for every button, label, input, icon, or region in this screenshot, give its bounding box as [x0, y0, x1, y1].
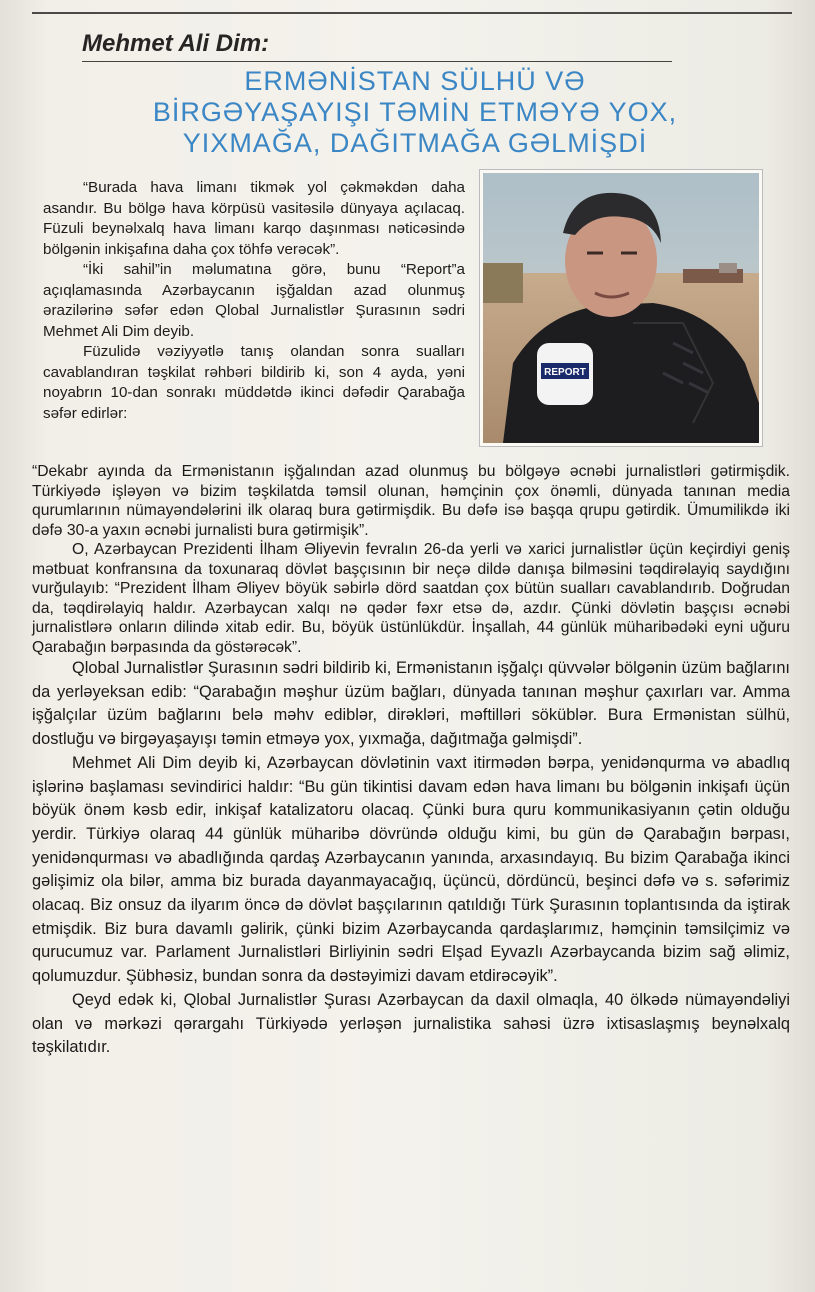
- headline-line: ERMƏNİSTAN SÜLHÜ VƏ: [244, 66, 586, 96]
- article-body: [32, 462, 790, 1060]
- photo-illustration: [483, 173, 759, 443]
- paragraph: Qeyd edək ki, Qlobal Jurnalistlər Şurası Azərbaycan da daxil olmaqla, 40 ölkədə nümayəndəliyi olan və mərkəzi qərargahı Türkiyədə yerləşən jurnalistika sahəsi üzrə ixtisaslaşmış beynəlxalq təşkilatıdır.: [32, 990, 790, 1057]
- headline: [90, 66, 740, 159]
- headline-line: BİRGƏYAŞAYIŞI TƏMİN ETMƏYƏ YOX,: [152, 97, 678, 127]
- intro-column: [43, 178, 465, 424]
- microphone-logo: REPORT: [544, 367, 586, 378]
- headline-line: YIXMAĞA, DAĞITMAĞA GƏLMİŞDİ: [182, 128, 648, 158]
- author-name: Mehmet Ali Dim:: [82, 30, 270, 57]
- author-underline: [82, 61, 672, 62]
- paragraph: “Burada hava limanı tikmək yol çəkməkdən daha asandır. Bu bölgə hava körpüsü vasitəsilə dünyaya açılacaq. Füzuli beynəlxalq hava limanı karqo daşınması nəticəsində bölgənin inkişafına daha çox töhfə verəcək”.: [43, 179, 465, 258]
- machinery-left: [483, 263, 523, 303]
- paragraph: Qlobal Jurnalistlər Şurasının sədri bildirib ki, Ermənistanın işğalçı qüvvələr bölgənin üzüm bağlarını da yerləyeksan edib: “Qarabağın məşhur üzüm bağları, dünyada tanınan məşhur çaxırları var. Amma işğalçılar üzüm bağlarını belə məhv ediblər, dirəkləri, məftilləri söküblər. Bura Ermənistan sülhü, dostluğu və birgəyaşayışı təmin etməyə yox, yıxmağa, dağıtmağa gəlmişdi”.: [32, 659, 790, 749]
- top-rule: [32, 12, 792, 14]
- paragraph: O, Azərbaycan Prezidenti İlham Əliyevin fevralın 26-da yerli və xarici jurnalistlər üçün keçirdiyi geniş mətbuat konfransına da toxunaraq dövlət başçısının bir neçə dildə danışa bilməsini təqdirəlayiq saydığını vurğulayıb: “Prezident İlham Əliyev böyük səbirlə dörd saatdan çox bütün sualları cavablandırıb. Doğrudan da, təqdirəlayiq haldır. Azərbaycan xalqı nə qədər fəxr etsə də, azdır. Çünki dövlətin başçısı əcnəbi jurnalistlərə onların dilində xitab edir. Bu, böyük üstünlükdür. İnşallah, 44 günlük müharibədəki eyni uğuru Qarabağın bərpasında da göstərəcək”.: [32, 541, 790, 656]
- paragraph: “İki sahil”in məlumatına görə, bunu “Report”a açıqlamasında Azərbaycanın işğaldan azad olunmuş ərazilərinə səfər edən Qlobal Jurnalistlər Şurasının sədri Mehmet Ali Dim deyib.: [43, 261, 465, 340]
- paragraph: Mehmet Ali Dim deyib ki, Azərbaycan dövlətinin vaxt itirmədən bərpa, yenidənqurma və abadlıq işlərinə başlaması sevindirici haldır: “Bu gün tikintisi davam edən hava limanı bu bölgənin inkişafı üçün böyük önəm kəsb edir, inkişaf katalizatoru olacaq. Çünki bura quru kommunikasiyanın çətin olduğu yerdir. Türkiyə olaraq 44 günlük müharibə dövründə olduğu kimi, bu gün də Qarabağın bərpası, yenidənqurması və abadlığında qardaş Azərbaycanın yanında, arxasındayıq. Bu bizim Qarabağa ikinci gəlişimiz ola bilər, amma biz burada dayanmayacağıq, üçüncü, dördüncü, beşinci dəfə və s. səfərimiz olacaq. Biz onsuz da ilyarım öncə də dövlət başçılarının qatıldığı Türk Şurasının toplantısında da iştirak etmişdik. Biz bura davamlı gəlirik, çünki bizim Azərbaycanda qardaşlarımız, həmçinin təmsilçimiz və qurucumuz var. Parlament Jurnalistləri Birliyinin sədri Elşad Eyvazlı Azərbaycanda bizim sağ əlimiz, qolumuzdur. Şübhəsiz, bundan sonra da dəstəyimizi davam etdirəcəyik”.: [32, 753, 790, 986]
- article-photo: [480, 170, 762, 446]
- paragraph: Füzulidə vəziyyətlə tanış olandan sonra sualları cavablandıran təşkilat rəhbəri bildirib ki, son 4 ayda, yəni noyabrın 10-dan sonrakı müddətdə ikinci dəfədir Qarabağa səfər edirlər:: [43, 343, 465, 422]
- paragraph: “Dekabr ayında da Ermənistanın işğalından azad olunmuş bu bölgəyə əcnəbi jurnalistləri gətirmişdik. Türkiyədə işləyən və bizim təşkilatda təmsil olunan, həmçinin çox önəmli, dünyada tanınan media qurumlarının nümayəndələrini ilk olaraq bura gətirmişdik. Bu dəfə isə başqa qrupu gətirdik. Ümumilikdə iki dəfə 30-a yaxın əcnəbi jurnalisti bura gətirmişik”.: [32, 463, 790, 539]
